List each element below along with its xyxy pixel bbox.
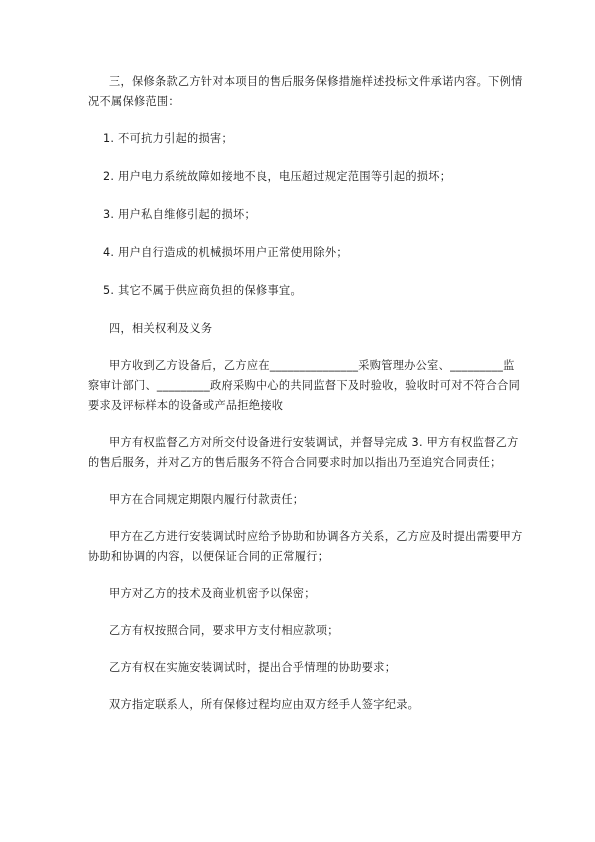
section-heading-rights-obligations: 四，相关权利及义务 — [109, 322, 213, 335]
exclusion-item-5: 5. 其它不属于供应商负担的保修事宜。 — [103, 284, 302, 297]
exclusion-item-2: 2. 用户电力系统故障如接地不良，电压超过规定范围等引起的损坏； — [103, 170, 452, 183]
acceptance-paragraph: 甲方收到乙方设备后，乙方应在_______________采购管理办公室、_________监察审计部门、_________政府采购中心的共同监督下及时验收，验收时可对不符合合同要求及评标样本的设备或产品拒绝接收 — [88, 359, 521, 412]
payment-paragraph: 甲方在合同规定期限内履行付款责任； — [109, 493, 305, 506]
warranty-clause-intro: 三，保修条款乙方针对本项目的售后服务保修措施样述投标文件承诺内容。下例情况不属保修范围： — [88, 75, 523, 108]
contact-person-paragraph: 双方指定联系人，所有保修过程均应由双方经手人签字纪录。 — [109, 698, 420, 711]
document-body — [88, 72, 524, 732]
supervision-paragraph: 甲方有权监督乙方对所交付设备进行安装调试，并督导完成 3. 甲方有权监督乙方的售后服务，并对乙方的售后服务不符合合同要求时加以指出乃至追究合同责任； — [88, 436, 519, 469]
exclusion-item-1: 1. 不可抗力引起的损害； — [103, 132, 234, 145]
coordination-paragraph: 甲方在乙方进行安装调试时应给予协助和协调各方关系，乙方应及时提出需要甲方协助和协调的内容，以便保证合同的正常履行； — [88, 530, 523, 563]
assistance-request-paragraph: 乙方有权在实施安装调试时，提出合乎情理的协助要求； — [109, 661, 397, 674]
confidentiality-paragraph: 甲方对乙方的技术及商业机密予以保密； — [109, 587, 316, 600]
exclusion-item-3: 3. 用户私自维修引起的损坏； — [103, 208, 256, 221]
exclusion-item-4: 4. 用户自行造成的机械损坏用户正常使用除外； — [103, 246, 348, 259]
payment-request-paragraph: 乙方有权按照合同，要求甲方支付相应款项； — [109, 624, 339, 637]
